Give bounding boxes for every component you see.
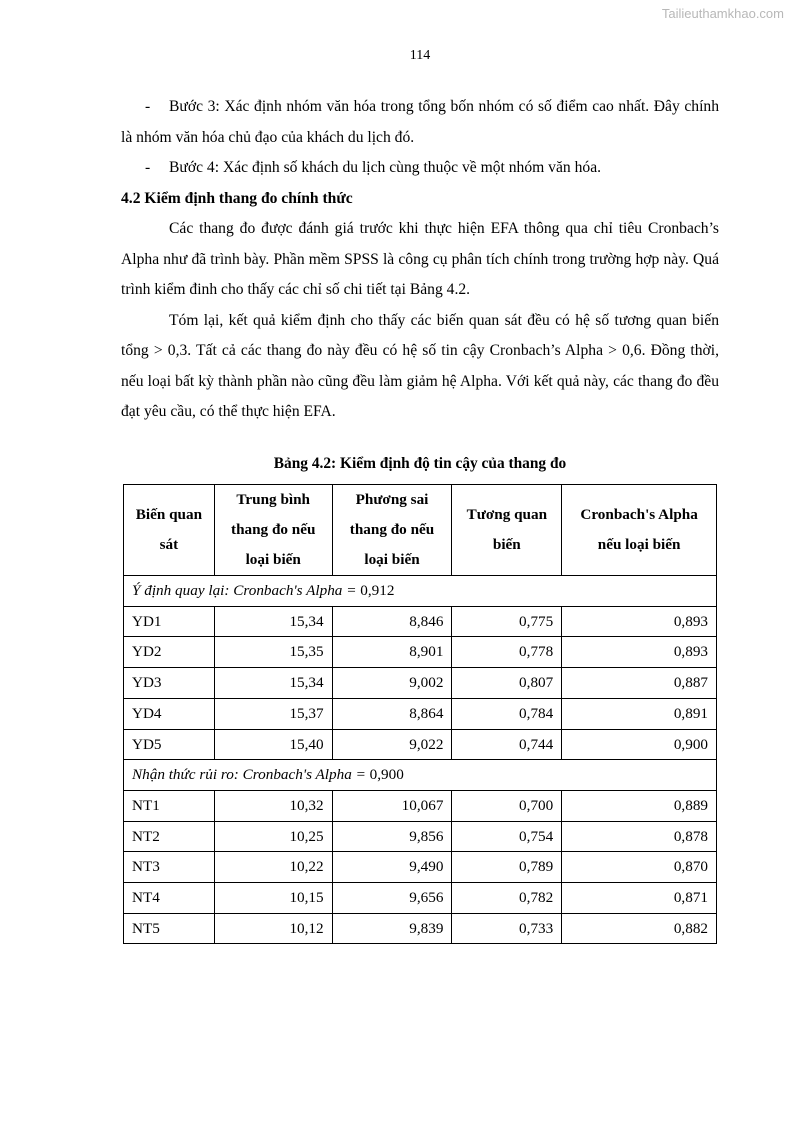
column-header-line: Phương sai <box>355 491 429 508</box>
value-cell: 0,878 <box>562 821 717 852</box>
value-cell: 10,32 <box>214 790 332 821</box>
value-cell: 15,34 <box>214 606 332 637</box>
group-label-cell <box>124 760 717 791</box>
table-row <box>124 637 717 668</box>
value-cell: 8,846 <box>332 606 452 637</box>
variable-cell: NT2 <box>124 821 215 852</box>
value-cell: 0,882 <box>562 913 717 944</box>
table-row <box>124 668 717 699</box>
value-cell: 10,12 <box>214 913 332 944</box>
value-cell: 9,022 <box>332 729 452 760</box>
paragraph-1: Các thang đo được đánh giá trước khi thực hiện EFA thông qua chỉ tiêu Cronbach’s Alpha như đã trình bày. Phần mềm SPSS là công cụ phân tích chính trong trường hợp này. Quá trình kiểm đinh cho thấy các chỉ số chi tiết tại Bảng 4.2. <box>121 220 719 298</box>
value-cell: 0,807 <box>452 668 562 699</box>
section-heading: 4.2 Kiểm định thang đo chính thức <box>121 189 353 207</box>
page-number: 114 <box>409 48 431 63</box>
variable-cell: YD4 <box>124 698 215 729</box>
body-text <box>121 92 719 428</box>
value-cell: 0,784 <box>452 698 562 729</box>
value-cell: 0,782 <box>452 883 562 914</box>
value-cell: 0,871 <box>562 883 717 914</box>
column-header-line: thang đo nếu <box>349 521 435 538</box>
group-row <box>124 760 717 791</box>
group-label: Ý định quay lại: Cronbach's Alpha = <box>132 582 361 599</box>
value-cell: 10,22 <box>214 852 332 883</box>
value-cell: 9,490 <box>332 852 452 883</box>
value-cell: 15,34 <box>214 668 332 699</box>
column-header-line: loại biến <box>245 551 301 568</box>
value-cell: 10,25 <box>214 821 332 852</box>
value-cell: 0,744 <box>452 729 562 760</box>
watermark: Tailieuthamkhao.com <box>661 6 784 21</box>
value-cell: 8,901 <box>332 637 452 668</box>
value-cell: 0,775 <box>452 606 562 637</box>
value-cell: 0,900 <box>562 729 717 760</box>
variable-cell: YD5 <box>124 729 215 760</box>
table-header-row <box>124 485 717 576</box>
step-4-text: Bước 4: Xác định số khách du lịch cùng thuộc về một nhóm văn hóa. <box>169 159 602 176</box>
column-header <box>562 485 717 576</box>
value-cell: 0,733 <box>452 913 562 944</box>
value-cell: 9,002 <box>332 668 452 699</box>
value-cell: 10,15 <box>214 883 332 914</box>
group-label-cell <box>124 576 717 607</box>
column-header-line: Cronbach's Alpha <box>580 506 698 523</box>
value-cell: 0,789 <box>452 852 562 883</box>
column-header-line: thang đo nếu <box>231 521 316 538</box>
table-row <box>124 606 717 637</box>
group-alpha: 0,912 <box>360 582 395 599</box>
value-cell: 15,40 <box>214 729 332 760</box>
paragraph-2: Tóm lại, kết quả kiểm định cho thấy các biến quan sát đều có hệ số tương quan biến tổng > 0,3. Tất cả các thang đo này đều có hệ số tin cậy Cronbach’s Alpha > 0,6. Đồng thời, nếu loại bất kỳ thành phần nào cũng đều làm giảm hệ Alpha. Với kết quả này, các thang đo đều đạt yêu cầu, có thể thực hiện EFA. <box>121 311 719 420</box>
group-row <box>124 576 717 607</box>
column-header-line: sát <box>159 536 179 553</box>
column-header <box>452 485 562 576</box>
value-cell: 0,778 <box>452 637 562 668</box>
column-header <box>214 485 332 576</box>
column-header <box>124 485 215 576</box>
table-row <box>124 913 717 944</box>
column-header-line: biến <box>492 536 521 553</box>
value-cell: 0,754 <box>452 821 562 852</box>
table-row <box>124 852 717 883</box>
value-cell: 15,35 <box>214 637 332 668</box>
value-cell: 0,893 <box>562 637 717 668</box>
value-cell: 0,887 <box>562 668 717 699</box>
variable-cell: NT4 <box>124 883 215 914</box>
table-row <box>124 790 717 821</box>
value-cell: 0,889 <box>562 790 717 821</box>
value-cell: 0,891 <box>562 698 717 729</box>
variable-cell: NT5 <box>124 913 215 944</box>
variable-cell: NT3 <box>124 852 215 883</box>
column-header-line: Biến quan <box>135 506 203 523</box>
bullet-dash: - <box>145 159 151 176</box>
column-header-line: Tương quan <box>466 506 548 523</box>
variable-cell: YD3 <box>124 668 215 699</box>
reliability-table <box>123 484 717 944</box>
table-row <box>124 698 717 729</box>
step-3-paragraph <box>121 92 719 153</box>
value-cell: 8,864 <box>332 698 452 729</box>
value-cell: 9,839 <box>332 913 452 944</box>
group-label: Nhận thức rủi ro: Cronbach's Alpha = <box>132 766 370 784</box>
value-cell: 0,870 <box>562 852 717 883</box>
step-3-text: Bước 3: Xác định nhóm văn hóa trong tổng bốn nhóm có số điểm cao nhất. Đây chính là nhóm văn hóa chủ đạo của khách du lịch đó. <box>121 98 719 146</box>
variable-cell: YD2 <box>124 637 215 668</box>
table-caption: Bảng 4.2: Kiểm định độ tin cậy của thang đo <box>273 455 567 472</box>
step-4-paragraph <box>121 153 719 184</box>
value-cell: 10,067 <box>332 790 452 821</box>
table-row <box>124 883 717 914</box>
value-cell: 9,856 <box>332 821 452 852</box>
table-row <box>124 729 717 760</box>
table-row <box>124 821 717 852</box>
column-header-line: loại biến <box>364 551 420 568</box>
column-header <box>332 485 452 576</box>
value-cell: 9,656 <box>332 883 452 914</box>
column-header-line: Trung bình <box>236 491 311 508</box>
value-cell: 0,893 <box>562 606 717 637</box>
value-cell: 0,700 <box>452 790 562 821</box>
bullet-dash: - <box>145 98 151 115</box>
value-cell: 15,37 <box>214 698 332 729</box>
variable-cell: NT1 <box>124 790 215 821</box>
variable-cell: YD1 <box>124 606 215 637</box>
group-alpha: 0,900 <box>369 766 404 784</box>
column-header-line: nếu loại biến <box>597 536 681 553</box>
